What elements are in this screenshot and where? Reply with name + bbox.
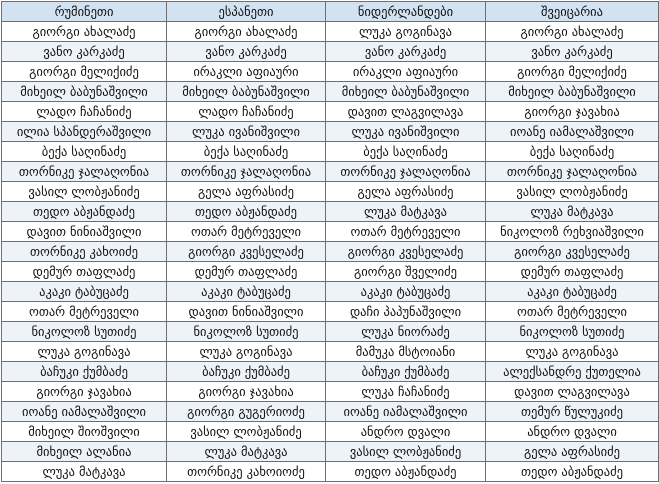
player-cell-netherlands: ვასილ ლობჟანიძე [326,442,486,462]
player-cell-spain: ლუკა გოგინავა [167,342,326,362]
player-cell-switzerland: აკაკი ტაბუცაძე [486,282,659,302]
table-row [2,342,659,362]
table-row [2,42,659,62]
player-cell-romania: ლუკა მატკავა [2,462,167,482]
table-row [2,182,659,202]
player-cell-switzerland: გიორგი ახალაძე [486,22,659,42]
player-cell-spain: ირაკლი აფიაური [167,62,326,82]
table-row [2,242,659,262]
player-cell-switzerland: გიორგი კვესელაძე [486,242,659,262]
player-cell-switzerland: ნიკოლოზ სუთიძე [486,322,659,342]
player-cell-netherlands: იოანე იამალაშვილი [326,402,486,422]
player-cell-romania: ლადო ჩაჩანიძე [2,102,167,122]
player-cell-switzerland: გიორგი მელიქიძე [486,62,659,82]
player-cell-spain: ლადო ჩაჩანიძე [167,102,326,122]
table-row [2,202,659,222]
player-cell-switzerland: თორნიკე ჯალაღონია [486,162,659,182]
player-cell-romania: ვასილ ლობჟანიძე [2,182,167,202]
player-cell-romania: თორნიკე ჯალაღონია [2,162,167,182]
player-cell-netherlands: აკაკი ტაბუცაძე [326,282,486,302]
player-cell-romania: დემურ თაფლაძე [2,262,167,282]
player-cell-switzerland: გელა აფრასიძე [486,442,659,462]
player-cell-spain: დემურ თაფლაძე [167,262,326,282]
player-cell-spain: თედო აბჟანდაძე [167,202,326,222]
table-row [2,362,659,382]
player-cell-netherlands: ლუკა ნიორაძე [326,322,486,342]
player-cell-romania: ილია სპანდერაშვილი [2,122,167,142]
player-cell-romania: ნიკოლოზ სუთიძე [2,322,167,342]
player-cell-spain: ნიკოლოზ სუთიძე [167,322,326,342]
player-cell-romania: ბაჩუკი ქუმბაძე [2,362,167,382]
player-cell-switzerland: ვასილ ლობჟანიძე [486,182,659,202]
column-header-spain: ესპანეთი [167,2,326,22]
player-cell-spain: გელა აფრასიძე [167,182,326,202]
player-cell-romania: იოანე იამალაშვილი [2,402,167,422]
player-cell-spain: ბექა საღინაძე [167,142,326,162]
player-cell-romania: მიხეილ შიოშვილი [2,422,167,442]
table-row [2,422,659,442]
player-cell-spain: თორნიკე ჯალაღონია [167,162,326,182]
player-cell-spain: ლუკა მატკავა [167,442,326,462]
player-cell-spain: გიორგი გუგერიოძე [167,402,326,422]
player-cell-switzerland: ლუკა მატკავა [486,202,659,222]
player-cell-spain: ბაჩუკი ქუმბაძე [167,362,326,382]
table-row [2,462,659,482]
player-cell-romania: გიორგი მელიქიძე [2,62,167,82]
player-cell-spain: ვანო კარკაძე [167,42,326,62]
player-cell-romania: ოთარ მეტრეველი [2,302,167,322]
player-cell-switzerland: ბექა საღინაძე [486,142,659,162]
table-row [2,262,659,282]
player-cell-romania: ვანო კარკაძე [2,42,167,62]
player-cell-netherlands: ლუკა მატკავა [326,202,486,222]
table-row [2,82,659,102]
player-cell-netherlands: დაჩი პაპუნაშვილი [326,302,486,322]
player-cell-romania: აკაკი ტაბუცაძე [2,282,167,302]
player-cell-switzerland: თედო აბჟანდაძე [486,462,659,482]
player-cell-spain: გიორგი ახალაძე [167,22,326,42]
table-row [2,402,659,422]
table-row [2,122,659,142]
player-cell-netherlands: გიორგი კვესელაძე [326,242,486,262]
table-header [2,2,659,22]
player-cell-netherlands: თორნიკე ჯალაღონია [326,162,486,182]
table-row [2,102,659,122]
table-row [2,62,659,82]
player-cell-netherlands: ირაკლი აფიაური [326,62,486,82]
player-cell-switzerland: გიორგი ჯავახია [486,102,659,122]
player-cell-romania: გიორგი ჯავახია [2,382,167,402]
table-row [2,222,659,242]
table-row [2,382,659,402]
column-header-romania: რუმინეთი [2,2,167,22]
player-cell-spain: გიორგი კვესელაძე [167,242,326,262]
player-cell-spain: აკაკი ტაბუცაძე [167,282,326,302]
player-cell-netherlands: ლუკა ჩაჩანიძე [326,382,486,402]
player-cell-switzerland: დემურ თაფლაძე [486,262,659,282]
table-body [2,22,659,482]
table-row [2,22,659,42]
player-cell-spain: ლუკა ივანიშვილი [167,122,326,142]
player-cell-switzerland: ალექსანდრე ქუთელია [486,362,659,382]
player-cell-romania: თორნიკე კახოიძე [2,242,167,262]
player-cell-switzerland: ანდრო დვალი [486,422,659,442]
player-cell-switzerland: ვანო კარკაძე [486,42,659,62]
table-row [2,442,659,462]
roster-table [1,1,659,482]
table-row [2,162,659,182]
player-cell-netherlands: გიორგი შველიძე [326,262,486,282]
column-header-netherlands: ნიდერლანდები [326,2,486,22]
player-cell-romania: მიხეილ ბაბუნაშვილი [2,82,167,102]
player-cell-netherlands: მამუკა მსტოიანი [326,342,486,362]
player-cell-switzerland: ოთარ მეტრეველი [486,302,659,322]
player-cell-netherlands: მიხეილ ბაბუნაშვილი [326,82,486,102]
player-cell-switzerland: დავით ლაგვილავა [486,382,659,402]
player-cell-switzerland: იოანე იამალაშვილი [486,122,659,142]
player-cell-romania: გიორგი ახალაძე [2,22,167,42]
player-cell-netherlands: ლუკა გოგინავა [326,22,486,42]
player-cell-switzerland: მიხეილ ბაბუნაშვილი [486,82,659,102]
player-cell-romania: ლუკა გოგინავა [2,342,167,362]
table-row [2,302,659,322]
player-cell-romania: დავით ნინიაშვილი [2,222,167,242]
player-cell-spain: თორნიკე კახოიოძე [167,462,326,482]
player-cell-netherlands: ვანო კარკაძე [326,42,486,62]
player-cell-switzerland: ლუკა გოგინავა [486,342,659,362]
player-cell-netherlands: ანდრო დვალი [326,422,486,442]
table-row [2,322,659,342]
header-row [2,2,659,22]
player-cell-spain: ოთარ მეტრეველი [167,222,326,242]
player-cell-switzerland: თემურ წულუკიძე [486,402,659,422]
player-cell-spain: მიხეილ ბაბუნაშვილი [167,82,326,102]
player-cell-romania: ბექა საღინაძე [2,142,167,162]
player-cell-netherlands: დავით ლაგვილავა [326,102,486,122]
column-header-switzerland: შვეიცარია [486,2,659,22]
table-row [2,142,659,162]
player-cell-netherlands: ბაჩუკი ქუმბაძე [326,362,486,382]
player-cell-romania: მიხეილ ალანია [2,442,167,462]
player-cell-spain: გიორგი ჯავახია [167,382,326,402]
player-cell-romania: თედო აბჟანდაძე [2,202,167,222]
player-cell-switzerland: ნიკოლოზ რეხვიაშვილი [486,222,659,242]
player-cell-spain: დავით ნინიაშვილი [167,302,326,322]
table-row [2,282,659,302]
player-cell-netherlands: გელა აფრასიძე [326,182,486,202]
player-cell-spain: ვასილ ლობჟანიძე [167,422,326,442]
player-cell-netherlands: ბექა საღინაძე [326,142,486,162]
player-cell-netherlands: ოთარ მეტრეველი [326,222,486,242]
player-cell-netherlands: ლუკა ივანიშვილი [326,122,486,142]
player-cell-netherlands: თედო აბჟანდაძე [326,462,486,482]
